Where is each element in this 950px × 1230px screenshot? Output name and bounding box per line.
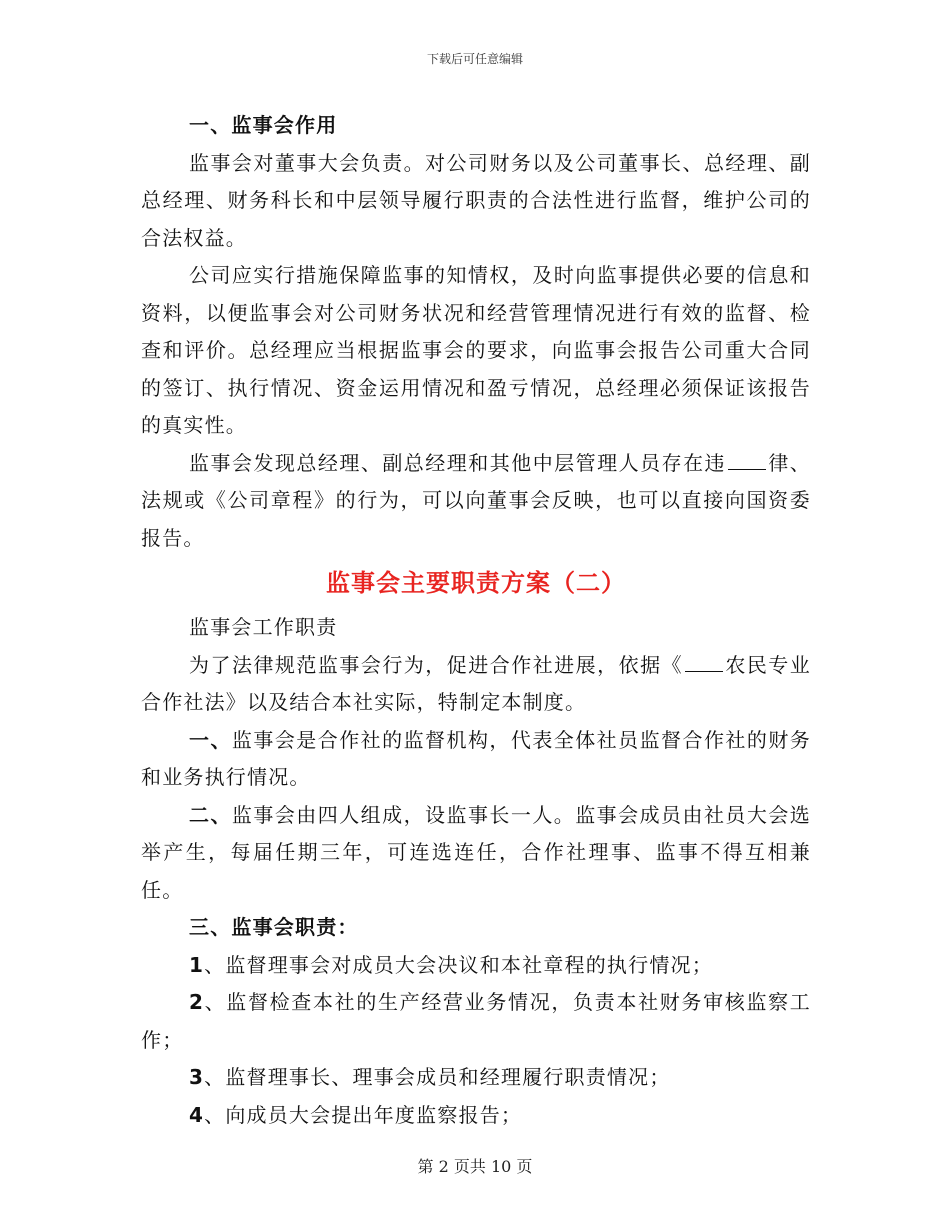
text-run: 为了法律规范监事会行为，促进合作社进展，依据《: [189, 652, 684, 677]
duties-list: [141, 947, 811, 1135]
duty-number: 2: [189, 990, 205, 1014]
duty-text: 、监督理事会对成员大会决议和本社章程的执行情况；: [204, 952, 713, 977]
item-label: 二、: [189, 802, 232, 827]
item-text: 监事会由四人组成，设监事长一人。监事会成员由社员大会选举产生，每届任期三年，可连选连任，合作社理事、监事不得互相兼任。: [141, 802, 811, 902]
duty-text: 、向成员大会提出年度监察报告；: [204, 1102, 523, 1127]
duty-number: 4: [189, 1102, 205, 1127]
paragraph: 公司应实行措施保障监事的知情权，及时向监事提供必要的信息和资料，以便监事会对公司财务状况和经营管理情况进行有效的监督、检查和评价。总经理应当根据监事会的要求，向监事会报告公司重大合同的签订、执行情况、资金运用情况和盈亏情况，总经理必须保证该报告的真实性。: [141, 263, 811, 437]
item-label: 一、: [189, 727, 232, 752]
duty-number: 3: [189, 1065, 205, 1089]
page-header: 下载后可任意编辑: [426, 52, 523, 66]
duty-text: 、监督检查本社的生产经营业务情况，负责本社财务审核监察工作；: [141, 990, 811, 1052]
duty-text: 、监督理事长、理事会成员和经理履行职责情况；: [204, 1065, 671, 1089]
document-body: [141, 107, 811, 1134]
page-footer: 第 2 页共 10 页: [417, 1157, 533, 1176]
duty-item: [141, 1059, 811, 1097]
text-run: 农民专业合作社法》以及结合本社实际，特制定本制度。: [141, 652, 811, 714]
blank-underline: [685, 655, 723, 672]
duty-item: [141, 1097, 811, 1135]
paragraph: 监事会对董事大会负责。对公司财务以及公司董事长、总经理、副总经理、财务科长和中层领导履行职责的合法性进行监督，维护公司的合法权益。: [141, 150, 811, 250]
paragraph: [141, 647, 811, 722]
duty-number: 1: [189, 952, 205, 977]
list-item: [141, 797, 811, 910]
item-text: 监事会是合作社的监督机构，代表全体社员监督合作社的财务和业务执行情况。: [141, 727, 811, 789]
section-heading-role: 一、监事会作用: [189, 113, 338, 137]
section-title: 监事会主要职责方案（二）: [326, 569, 626, 597]
text-run: 律、法规或《公司章程》的行为，可以向董事会反映，也可以直接向国资委报告。: [141, 450, 811, 550]
text-run: 监事会发现总经理、副总经理和其他中层管理人员存在违: [189, 450, 727, 475]
duty-item: [141, 984, 811, 1059]
section-heading-duties: 三、监事会职责：: [189, 915, 359, 939]
paragraph: [141, 445, 811, 558]
duty-item: [141, 947, 811, 985]
blank-underline: [728, 453, 766, 470]
list-item: [141, 722, 811, 797]
subtitle: 监事会工作职责: [189, 615, 338, 639]
